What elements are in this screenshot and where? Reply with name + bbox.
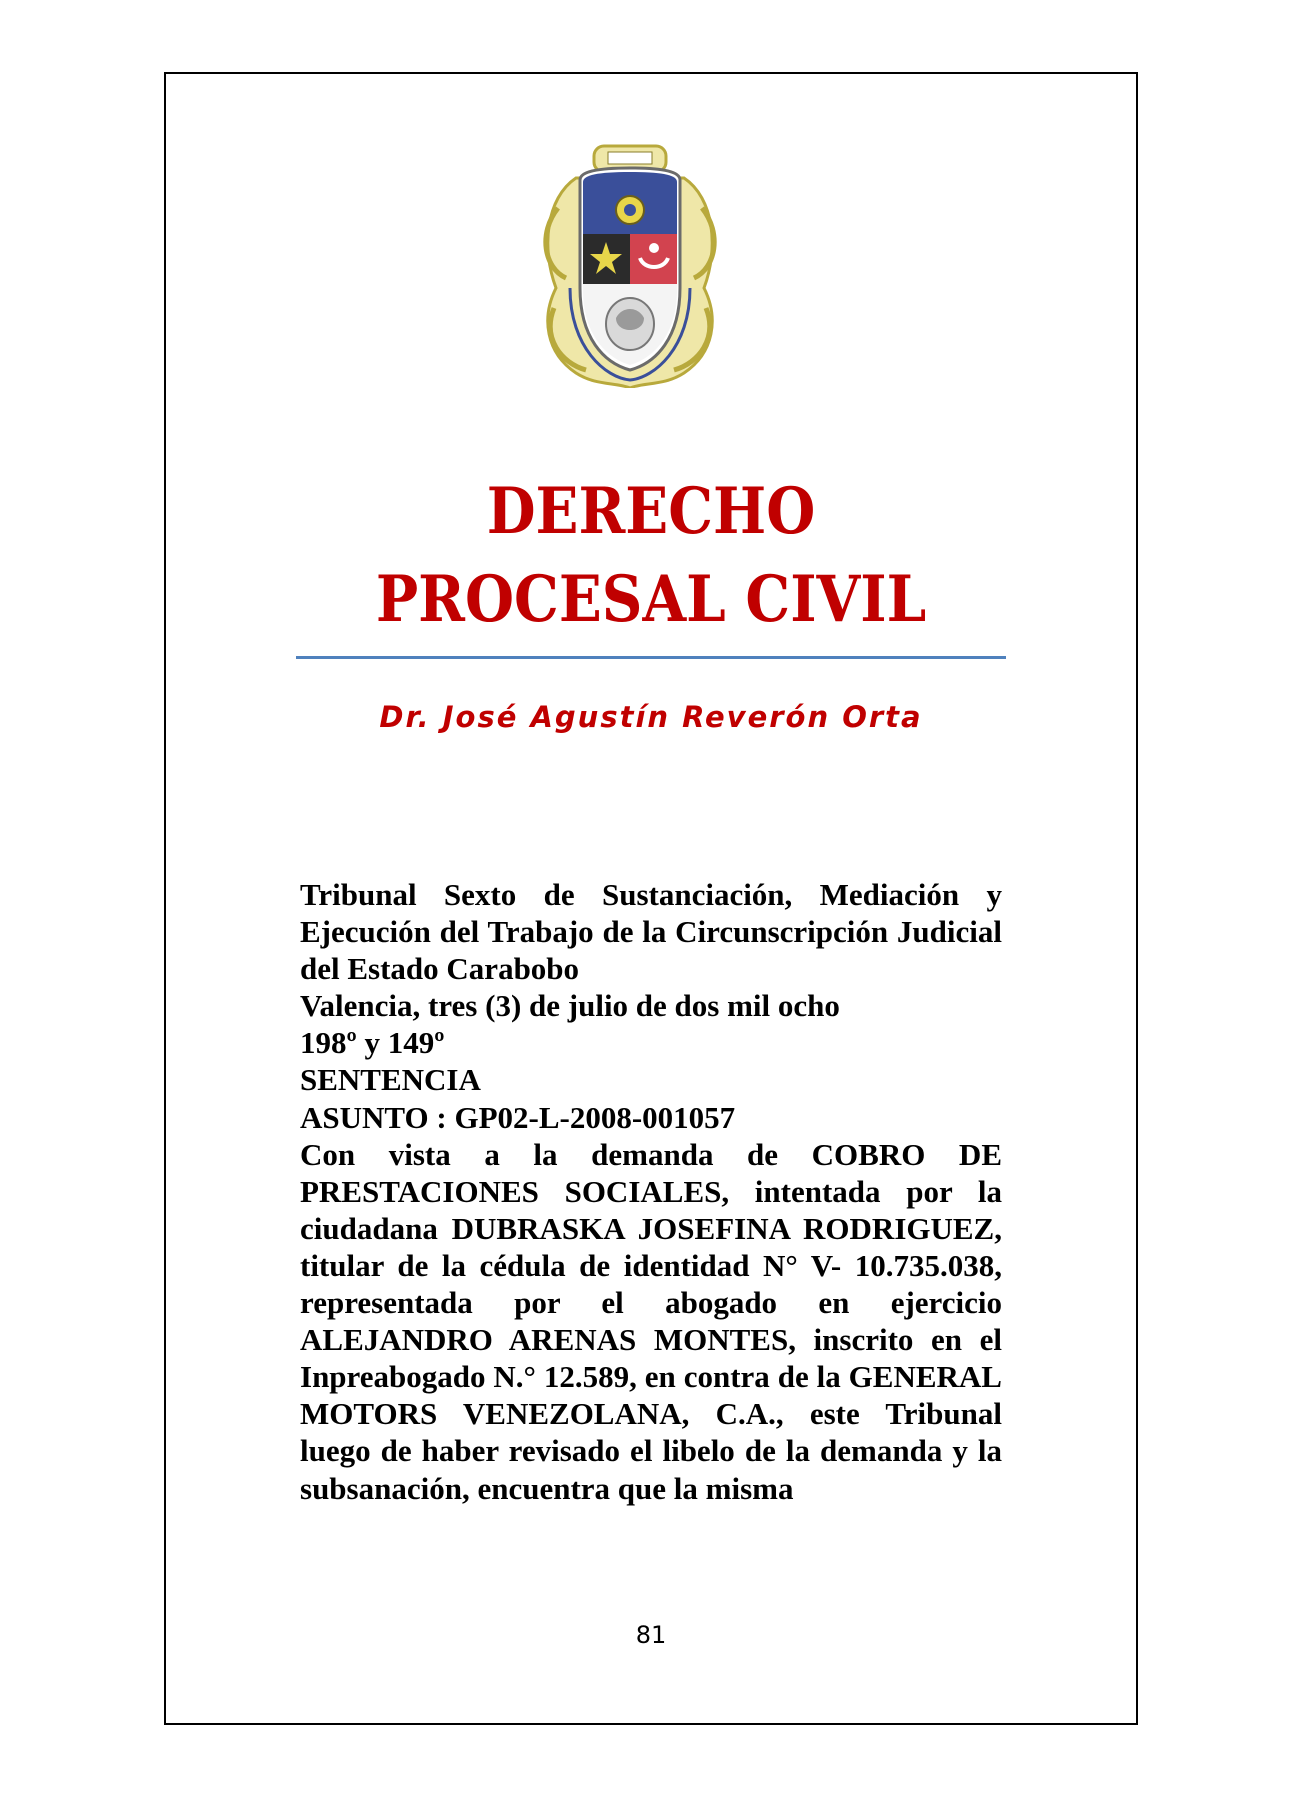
body-paragraph: Con vista a la demanda de COBRO DE PRESTACIONES SOCIALES, intentada por la ciudadana DUBRASKA JOSEFINA RODRIGUEZ, titular de la cédula de identidad N° V- 10.735.038, representada por el abogado en ejercicio ALEJANDRO ARENAS MONTES, inscrito en el Inpreabogado N.° 12.589, en contra de la GENERAL MOTORS VENEZOLANA, C.A., este Tribunal luego de haber revisado el libelo de la demanda y la subsanación, encuentra que la misma [300, 1136, 1002, 1506]
court-name: Tribunal Sexto de Sustanciación, Mediación y Ejecución del Trabajo de la Circunscripción Judicial del Estado Carabobo [300, 877, 1002, 987]
case-number: ASUNTO : GP02-L-2008-001057 [300, 1099, 736, 1135]
page-number: 81 [635, 1621, 667, 1649]
author-name: Dr. José Agustín Reverón Orta [379, 700, 923, 734]
date-line: Valencia, tres (3) de julio de dos mil ocho [300, 988, 840, 1024]
coat-of-arms-icon [536, 138, 724, 388]
title-line-2: PROCESAL CIVIL [375, 562, 927, 637]
years-line: 198º y 149º [300, 1025, 445, 1061]
document-title [222, 468, 1079, 644]
document-body [300, 876, 1002, 1507]
title-divider [296, 656, 1006, 659]
sentence-heading: SENTENCIA [300, 1062, 481, 1098]
title-line-1: DERECHO [486, 474, 816, 549]
